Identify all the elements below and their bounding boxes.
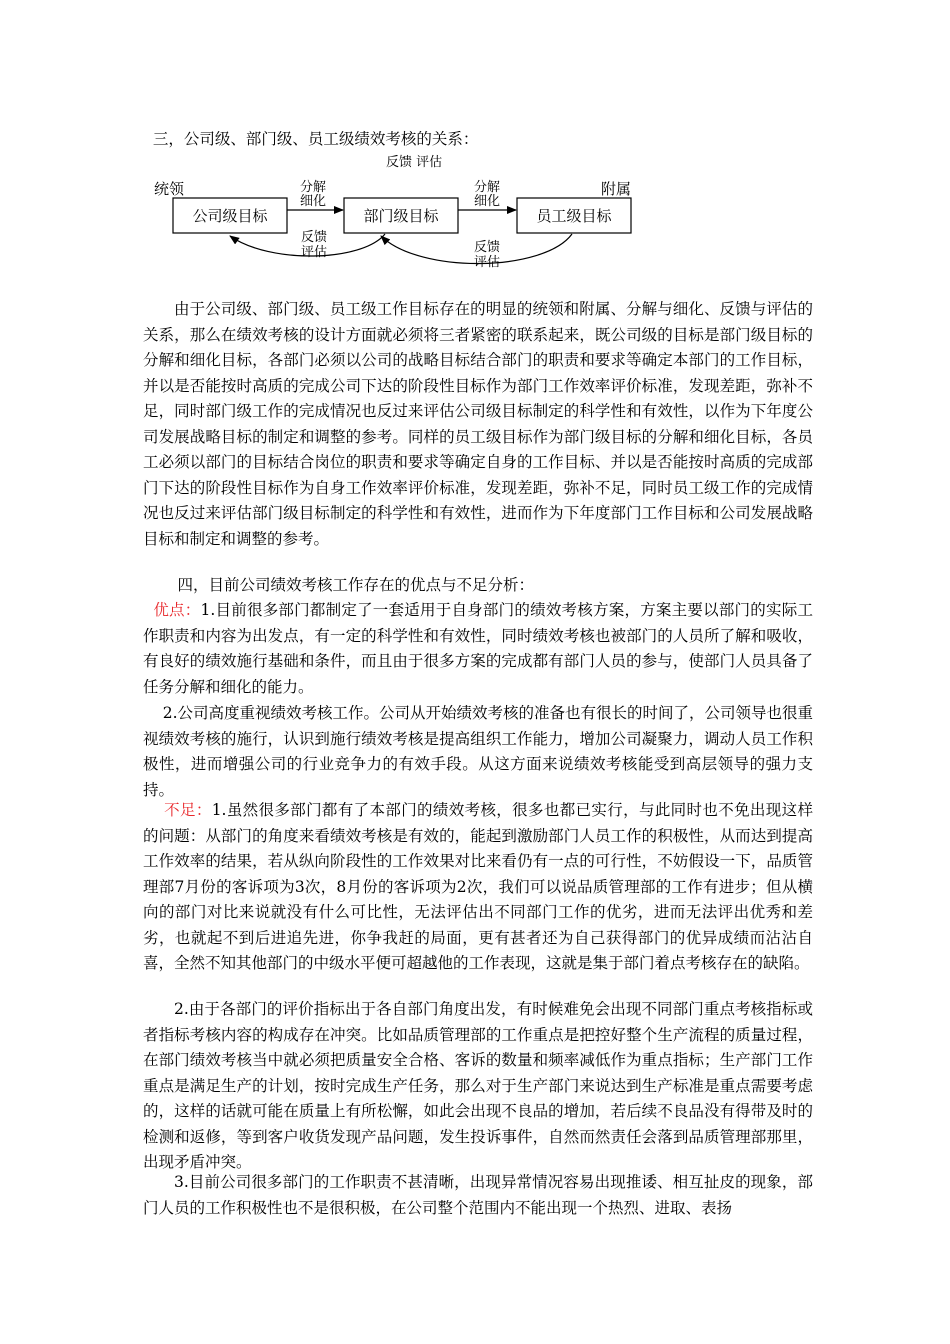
department-goal-label: 部门级目标 — [363, 207, 439, 225]
arrow2-label-top: 分解 — [474, 180, 501, 195]
back1-label-bottom: 评估 — [301, 245, 328, 260]
section4-title: 四，目前公司绩效考核工作存在的优点与不足分析： — [177, 576, 535, 594]
paragraph-relationship: 由于公司级、部门级、员工级工作目标存在的明显的统领和附属、分解与细化、反馈与评估的关系，那么在绩效考核的设计方面就必须将三者紧密的联系起来，既公司级的目标是部门级目标的分解和细化目标，各部门必须以公司的战略目标结合部门的职责和要求等确定本部门的工作目标，并以是否能按时高质的完成公司下达的阶段性目标作为部门工作效率评价标准，发现差距，弥补不足，同时部门级工作的完成情况也反过来评估公司级目标制定的科学性和有效性，以作为下年度公司发展战略目标的制定和调整的参考。同样的员工级目标作为部门级目标的分解和细化目标，各员工必须以部门的目标结合岗位的职责和要求等确定自身的工作目标、并以是否能按时高质的完成部门下达的阶段性目标作为自身工作效率评价标准，发现差距，弥补不足，同时员工级工作的完成情况也反过来评估部门级目标制定的科学性和有效性，进而作为下年度部门工作目标和公司发展战略目标和制定和调整的参考。 — [143, 300, 813, 548]
relationship-diagram — [0, 0, 950, 290]
employee-goal-label: 员工级目标 — [536, 207, 612, 225]
back1-label-top: 反馈 — [301, 230, 328, 245]
diagram-top-label: 反馈 评估 — [386, 155, 443, 170]
back2-label-bottom: 评估 — [474, 255, 501, 270]
company-goal-box — [173, 198, 287, 233]
pros-paragraph-2: 2.公司高度重视绩效考核工作。公司从开始绩效考核的准备也有很长的时间了，公司领导也很重视绩效考核的施行，认识到施行绩效考核是提高组织工作能力，增加公司凝聚力，调动人员工作积极性，进而增强公司的行业竞争力的有效手段。从这方面来说绩效考核能受到高层领导的强力支持。 — [143, 704, 814, 799]
arrow1-label-top: 分解 — [300, 180, 327, 195]
arrow2-label-bottom: 细化 — [474, 194, 501, 209]
cons-paragraph-3: 3.目前公司很多部门的工作职责不甚清晰，出现异常情况容易出现推诿、相互扯皮的现象，部门人员的工作积极性也不是很积极，在公司整个范围内不能出现一个热烈、进取、表扬 — [143, 1173, 813, 1217]
cons-paragraph-2: 2.由于各部门的评价指标出于各自部门角度出发，有时候难免会出现不同部门重点考核指标或者指标考核内容的构成存在冲突。比如品质管理部的工作重点是把控好整个生产流程的质量过程，在部门绩效考核当中就必须把质量安全合格、客诉的数量和频率减低作为重点指标；生产部门工作重点是满足生产的计划，按时完成生产任务，那么对于生产部门来说达到生产标准是重点需要考虑的，这样的话就可能在质量上有所松懈，如此会出现不良品的增加，若后续不良品没有得带及时的检测和返修，等到客户收货发现产品问题，发生投诉事件，自然而然责任会落到品质管理部那里，出现矛盾冲突。 — [143, 1000, 813, 1171]
employee-goal-box — [517, 198, 631, 233]
diagram-right-label: 附属 — [601, 180, 632, 198]
diagram-left-label: 统领 — [154, 180, 185, 198]
department-goal-box — [344, 198, 458, 233]
arrow1-label-bottom: 细化 — [300, 194, 327, 209]
cons-label: 不足： — [164, 801, 212, 819]
company-goal-label: 公司级目标 — [192, 207, 268, 225]
pros-label: 优点： — [153, 601, 201, 619]
section3-title: 三，公司级、部门级、员工级绩效考核的关系： — [152, 130, 479, 148]
back2-label-top: 反馈 — [474, 240, 501, 255]
pros-paragraph-1: 优点：1.目前很多部门都制定了一套适用于自身部门的绩效考核方案，方案主要以部门的实际工作职责和内容为出发点，有一定的科学性和有效性，同时绩效考核也被部门的人员所了解和吸收，有良好的绩效施行基础和条件，而且由于很多方案的完成都有部门人员的参与，使部门人员具备了任务分解和细化的能力。 — [143, 601, 813, 696]
cons-paragraph-1: 不足：1.虽然很多部门都有了本部门的绩效考核，很多也都已实行，与此同时也不免出现这样的问题：从部门的角度来看绩效考核是有效的，能起到激励部门人员工作的积极性，从而达到提高工作效率的结果，若从纵向阶段性的工作效果对比来看仍有一点的可行性，不妨假设一下，品质管理部7月份的客诉项为3次，8月份的客诉项为2次，我们可以说品质管理部的工作有进步；但从横向的部门对比来说就没有什么可比性，无法评估出不同部门工作的优劣，进而无法评出优秀和差劣，也就起不到后进追先进，你争我赶的局面，更有甚者还为自己获得部门的优异成绩而沾沾自喜，全然不知其他部门的中级水平便可超越他的工作表现，这就是集于部门着点考核存在的缺陷。 — [143, 801, 813, 972]
